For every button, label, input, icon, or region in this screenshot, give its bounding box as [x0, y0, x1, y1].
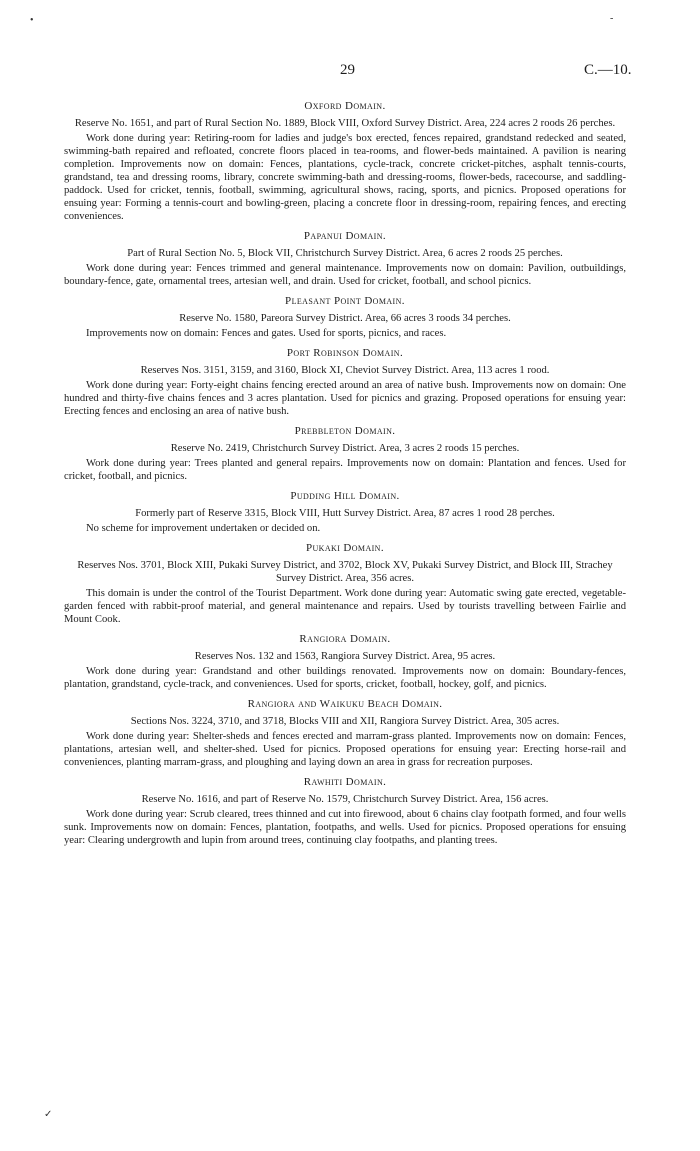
domain-section-rangiora-waikuku-beach: [64, 698, 626, 769]
domain-section-papanui: [64, 230, 626, 288]
page-number: 29: [340, 62, 355, 78]
section-body: Work done during year: Shelter-sheds and fences erected and marram-grass planted. Improvements now on domain: Fences, plantations, artesian well, and shelter-shed. Used for picnics. Proposed operations for ensuing year: Erecting horse-rail and conveniences, planting marram-grass, and ploughing and laying down an area in grass for recreation purposes.: [64, 731, 626, 768]
domain-section-oxford: [64, 100, 626, 223]
section-location: Reserve No. 2419, Christchurch Survey District. Area, 3 acres 2 roods 15 perches.: [170, 443, 520, 454]
section-body: Improvements now on domain: Fences and gates. Used for sports, picnics, and races.: [86, 328, 447, 339]
section-location: Formerly part of Reserve 3315, Block VIII, Hutt Survey District. Area, 87 acres 1 rood 28 perches.: [135, 508, 555, 519]
section-body: Work done during year: Scrub cleared, trees thinned and cut into firewood, about 6 chains clay footpath formed, and four wells sunk. Improvements now on domain: Fences, plantation, footpaths, and wells. Used for picnics. Proposed operations for ensuing year: Clearing undergrowth and lupin from around trees, continuing clay footpaths, and planting trees.: [64, 809, 626, 846]
section-body: Work done during year: Forty-eight chains fencing erected around an area of native bush. Improvements now on domain: One hundred and thirty-five chains fences and 3 acres plantation. Used for picnics and grazing. Proposed operations for ensuing year: Erecting fences and enclosing an area of native bush.: [64, 380, 626, 417]
margin-bullet: •: [30, 15, 34, 26]
domain-section-rangiora: [64, 633, 626, 691]
section-location: Reserves Nos. 132 and 1563, Rangiora Survey District. Area, 95 acres.: [194, 651, 496, 662]
domain-section-rawhiti: [64, 776, 626, 847]
section-title: Papanui Domain.: [303, 230, 387, 242]
section-location: Reserves Nos. 3701, Block XIII, Pukaki Survey District, and 3702, Block XV, Pukaki Survey District, and Block III, Strachey Survey District. Area, 356 acres.: [77, 560, 613, 584]
section-location: Reserves Nos. 3151, 3159, and 3160, Block XI, Cheviot Survey District. Area, 113 acres 1 rood.: [140, 365, 550, 376]
section-location: Part of Rural Section No. 5, Block VII, Christchurch Survey District. Area, 6 acres 2 roods 25 perches.: [127, 248, 563, 259]
section-title: Prebbleton Domain.: [294, 425, 396, 437]
domain-section-pudding-hill: [64, 490, 626, 535]
margin-dash: -: [610, 13, 614, 24]
section-title: Pukaki Domain.: [305, 542, 385, 554]
section-title: Rangiora Domain.: [299, 633, 391, 645]
section-location: Sections Nos. 3224, 3710, and 3718, Blocks VIII and XII, Rangiora Survey District. Area, 305 acres.: [130, 716, 560, 727]
domain-section-port-robinson: [64, 347, 626, 418]
section-body: Work done during year: Retiring-room for ladies and judge's box erected, fences repaired, grandstand redecked and seated, swimming-bath repaired and refloated, concrete floors placed in tea-rooms, and flower-beds maintained. A pavilion is nearing completion. Improvements now on domain: Fences, plantations, cycle-track, concrete cricket-pitches, asphalt tennis-courts, grandstand, tea and dressing rooms, library, concrete swimming-bath and dressing-rooms, flower-beds, racecourse, and saddling-paddock. Used for cricket, tennis, football, swimming, agricultural shows, racing, sports, and picnics. Proposed operations for ensuing year: Forming a tennis-court and bowling-green, placing a concrete floor in dressing-room, repairing fences, and erecting conveniences.: [64, 133, 626, 222]
section-title: Pudding Hill Domain.: [290, 490, 400, 502]
section-title: Oxford Domain.: [304, 100, 386, 112]
section-body: No scheme for improvement undertaken or decided on.: [86, 523, 321, 534]
section-title: Pleasant Point Domain.: [285, 295, 405, 307]
page-header: [0, 64, 700, 84]
page-content: [64, 100, 626, 854]
section-title: Rangiora and Waikuku Beach Domain.: [247, 698, 443, 710]
section-location: Reserve No. 1616, and part of Reserve No. 1579, Christchurch Survey District. Area, 156 acres.: [141, 794, 549, 805]
section-body: Work done during year: Trees planted and general repairs. Improvements now on domain: Plantation and fences. Used for cricket, football, and picnics.: [64, 458, 626, 482]
domain-section-pleasant-point: [64, 295, 626, 340]
domain-section-pukaki: [64, 542, 626, 626]
section-body: Work done during year: Grandstand and other buildings renovated. Improvements now on domain: Boundary-fences, plantation, grandstand, cycle-track, and conveniences. Used for sports, cricket, football, hockey, golf, and picnics.: [64, 666, 626, 690]
section-title: Rawhiti Domain.: [303, 776, 387, 788]
section-location: Reserve No. 1651, and part of Rural Section No. 1889, Block VIII, Oxford Survey District. Area, 224 acres 2 roods 26 perches.: [74, 118, 616, 129]
section-location: Reserve No. 1580, Pareora Survey District. Area, 66 acres 3 roods 34 perches.: [179, 313, 511, 324]
section-body: This domain is under the control of the Tourist Department. Work done during year: Automatic swing gate erected, vegetable-garden fenced with rabbit-proof material, and general maintenance and repairs. Used by tourists travelling between Fairlie and Mount Cook.: [64, 588, 626, 625]
document-reference: C.—10.: [584, 62, 632, 78]
margin-check: ✓: [44, 1109, 53, 1120]
domain-section-prebbleton: [64, 425, 626, 483]
section-title: Port Robinson Domain.: [286, 347, 404, 359]
section-body: Work done during year: Fences trimmed and general maintenance. Improvements now on domain: Pavilion, outbuildings, boundary-fence, gate, ornamental trees, artesian well, and drain. Used for cricket, football, and school picnics.: [64, 263, 626, 287]
